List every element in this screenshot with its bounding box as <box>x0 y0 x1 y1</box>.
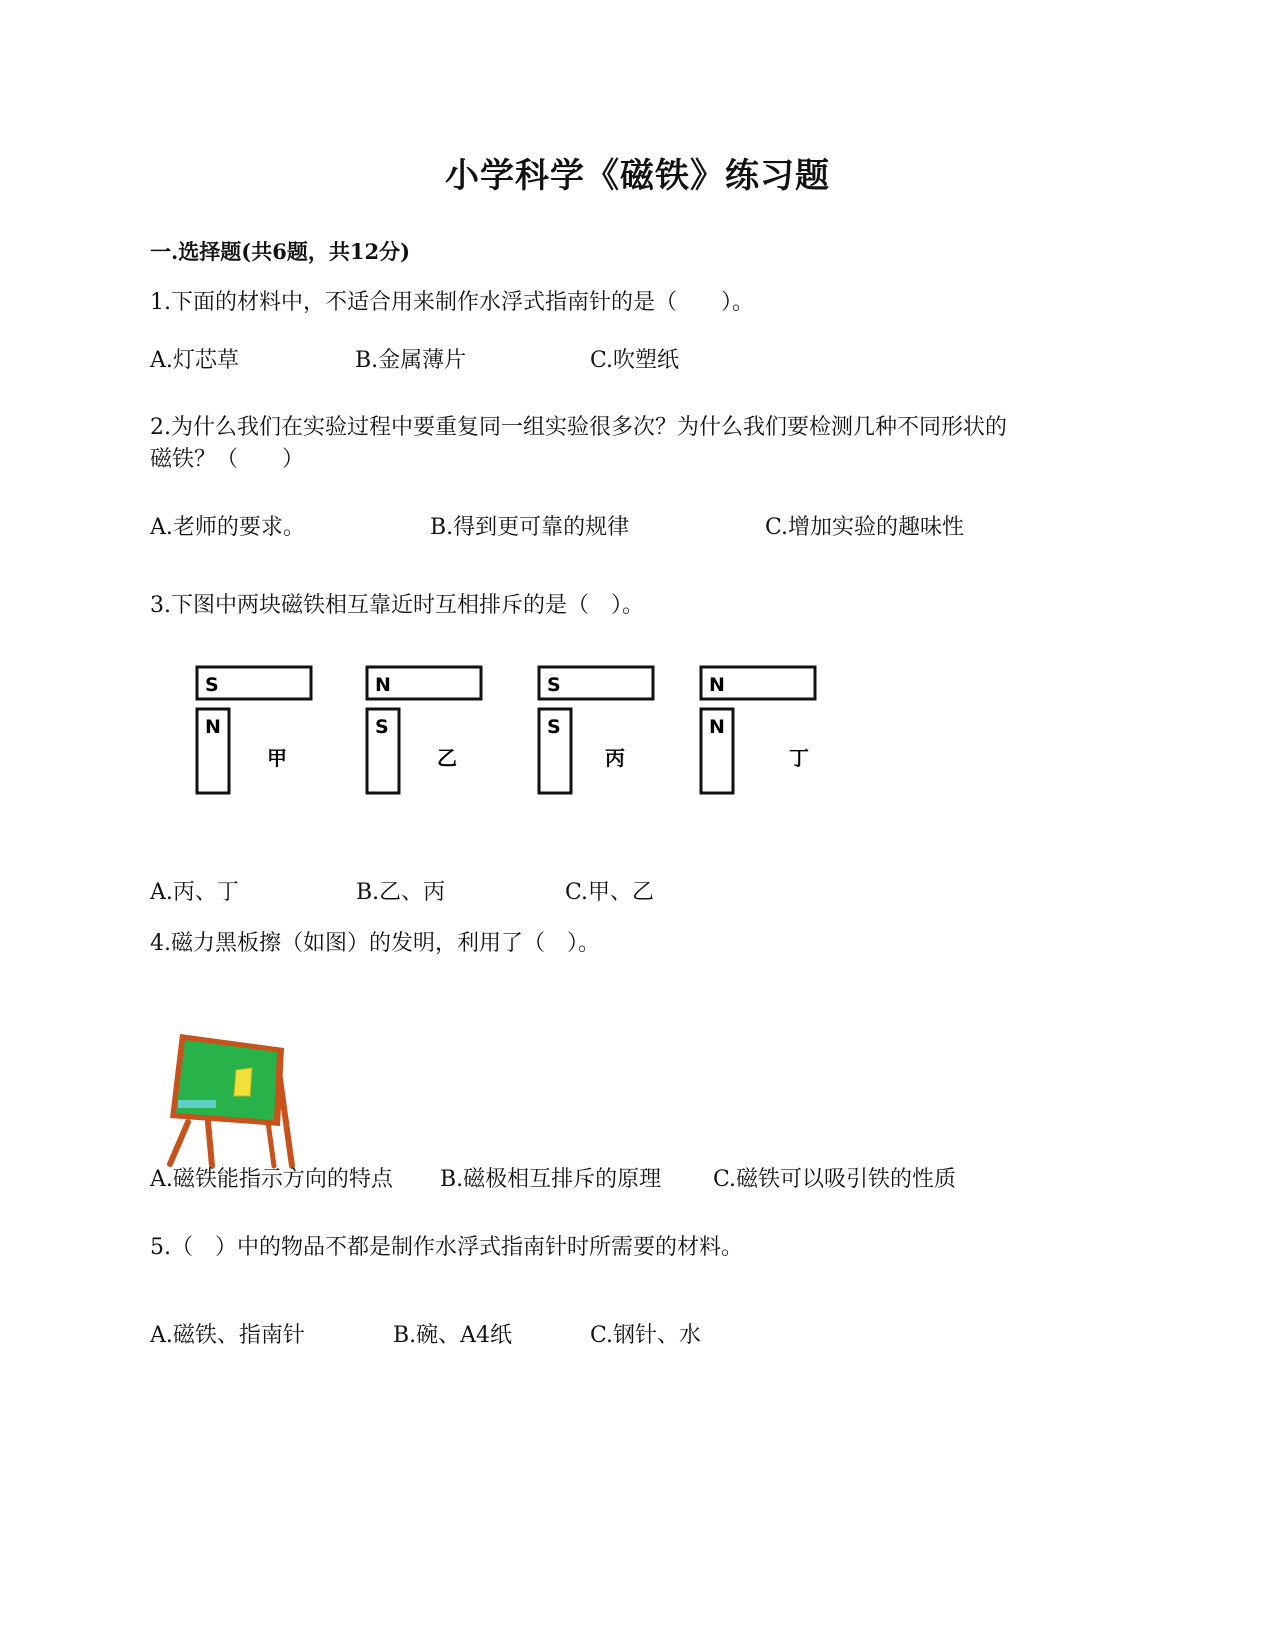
easel-blackboard-icon <box>158 1030 306 1172</box>
question-5-option-a: A.磁铁、指南针 <box>150 1323 305 1348</box>
question-3-option-a: A.丙、丁 <box>150 880 239 905</box>
question-4-option-b: B.磁极相互排斥的原理 <box>440 1167 662 1192</box>
magnet-pair-label: 乙 <box>437 746 457 770</box>
pole-label: S <box>547 674 561 696</box>
question-2-option-a: A.老师的要求。 <box>150 515 305 540</box>
question-5-option-c: C.钢针、水 <box>590 1323 702 1348</box>
question-5-option-b: B.碗、A4纸 <box>393 1323 513 1348</box>
magnet-pair-label: 甲 <box>267 746 287 770</box>
magnet-pair-yi <box>367 667 481 793</box>
question-5-text: 5.（ ）中的物品不都是制作水浮式指南针时所需要的材料。 <box>150 1235 743 1260</box>
magnet-pairs-figure <box>195 665 835 805</box>
question-2-option-b: B.得到更可靠的规律 <box>430 515 630 540</box>
question-3-option-c: C.甲、乙 <box>565 880 655 905</box>
question-4-option-a: A.磁铁能指示方向的特点 <box>150 1167 393 1192</box>
question-1-option-b: B.金属薄片 <box>355 348 467 373</box>
page-title: 小学科学《磁铁》练习题 <box>445 156 830 196</box>
question-1-option-a: A.灯芯草 <box>150 348 239 373</box>
question-1-text: 1.下面的材料中，不适合用来制作水浮式指南针的是（ ）。 <box>150 290 754 315</box>
pole-label: S <box>205 674 219 696</box>
pole-label: N <box>205 716 221 738</box>
section-heading: 一.选择题(共6题，共12分) <box>150 239 411 264</box>
question-4-text: 4.磁力黑板擦（如图）的发明，利用了（ ）。 <box>150 931 600 956</box>
question-3-text: 3.下图中两块磁铁相互靠近时互相排斥的是（ ）。 <box>150 593 644 618</box>
magnet-pair-jia <box>197 667 311 793</box>
pole-label: S <box>547 716 561 738</box>
question-1-option-c: C.吹塑纸 <box>590 348 680 373</box>
question-4-option-c: C.磁铁可以吸引铁的性质 <box>713 1167 957 1192</box>
magnet-pair-ding <box>701 667 815 793</box>
pole-label: N <box>709 674 725 696</box>
pole-label: N <box>375 674 391 696</box>
question-2-option-c: C.增加实验的趣味性 <box>765 515 965 540</box>
magnet-pair-bing <box>539 667 653 793</box>
question-2-text-line1: 2.为什么我们在实验过程中要重复同一组实验很多次？为什么我们要检测几种不同形状的 <box>150 415 1007 440</box>
question-3-option-b: B.乙、丙 <box>356 880 446 905</box>
pole-label: S <box>375 716 389 738</box>
magnet-pair-label: 丙 <box>605 746 625 770</box>
question-2-text-line2: 磁铁？（ ） <box>150 447 305 472</box>
magnet-pair-label: 丁 <box>789 746 809 770</box>
pole-label: N <box>709 716 725 738</box>
